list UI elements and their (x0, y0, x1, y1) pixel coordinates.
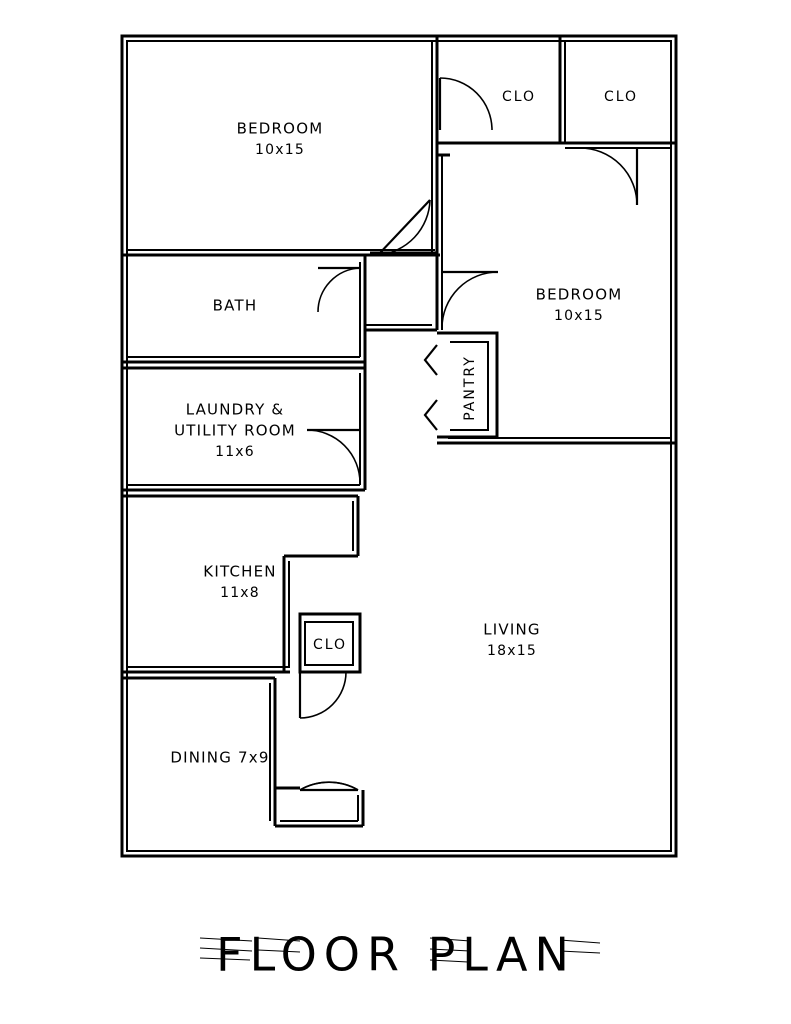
closet-top-right-walls (560, 143, 676, 148)
room-label-laundry-line1: LAUNDRY & (185, 400, 285, 419)
room-dim-living: 18x15 (487, 643, 537, 659)
room-label-closet-kitchen: CLO (312, 637, 348, 653)
bath-door (318, 268, 360, 312)
closet-kitchen-door (300, 672, 346, 718)
drawing-title (200, 928, 600, 982)
closet-top-right-door (580, 148, 637, 205)
bedroom-right-walls (437, 438, 676, 443)
closet-top-left-door (440, 78, 492, 130)
bedroom-top-door (370, 200, 437, 255)
room-dim-bedroom-right: 10x15 (554, 308, 604, 324)
room-dim-kitchen: 11x8 (220, 585, 260, 601)
room-label-bedroom-top: BEDROOM (236, 119, 324, 138)
room-label-bath: BATH (212, 296, 258, 315)
room-label-closet-top-left: CLO (501, 89, 537, 105)
dining-door (275, 782, 358, 790)
laundry-door (307, 430, 360, 483)
bath-walls (122, 255, 437, 362)
room-dim-bedroom-top: 10x15 (255, 142, 305, 158)
room-label-bedroom-right: BEDROOM (535, 285, 623, 304)
room-label-pantry: PANTRY (462, 355, 478, 421)
room-dim-laundry: 11x6 (215, 444, 255, 460)
exterior-walls (122, 36, 676, 856)
bedroom-right-door (442, 272, 498, 328)
pantry-walls (425, 333, 497, 437)
room-label-closet-top-right: CLO (603, 89, 639, 105)
room-label-kitchen: KITCHEN (203, 562, 277, 581)
room-label-living: LIVING (483, 620, 541, 639)
title-text: FLOOR PLAN (216, 927, 576, 982)
room-label-dining: DINING 7x9 (170, 748, 270, 767)
room-label-laundry-line2: UTILITY ROOM (174, 421, 296, 440)
